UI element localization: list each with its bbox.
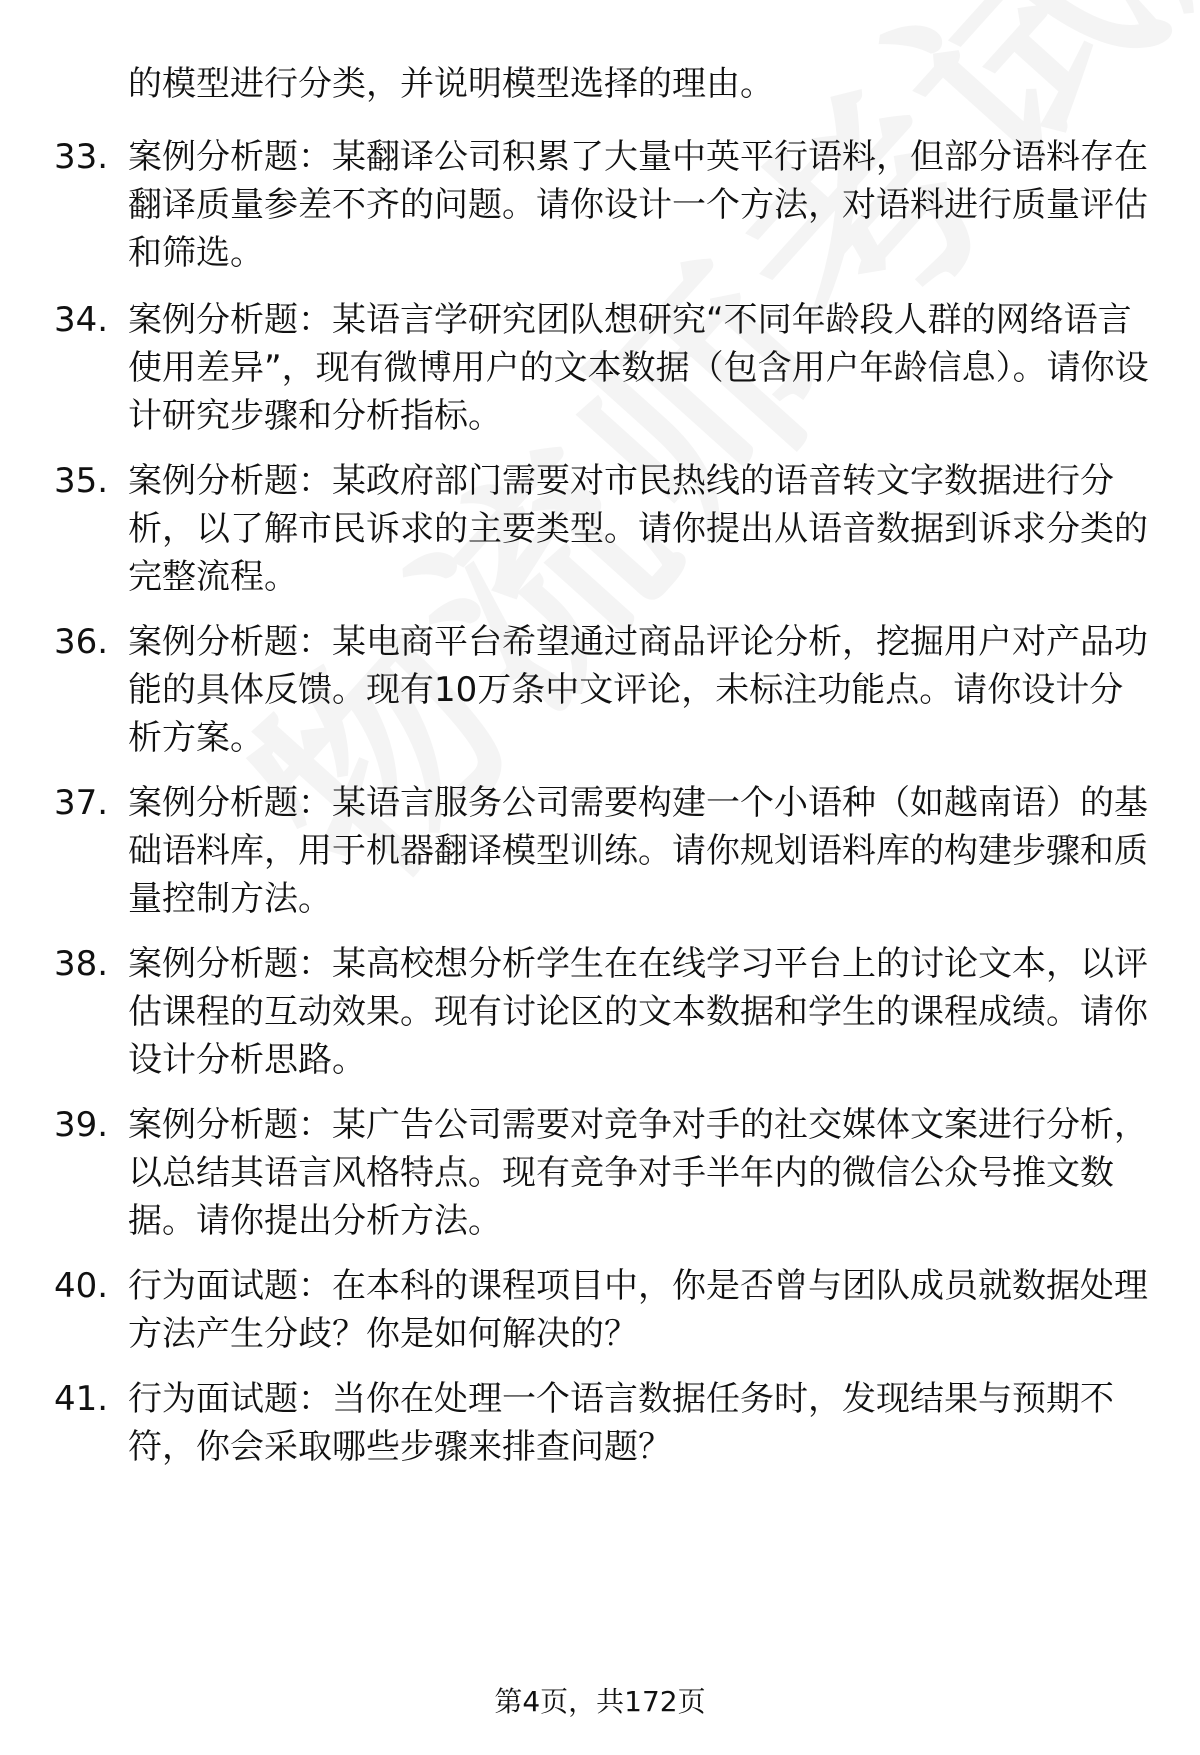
question-number: 33. xyxy=(54,137,109,177)
question-text: 案例分析题：某语言学研究团队想研究“不同年龄段人群的网络语言使用差异”，现有微博用户的文本数据（包含用户年龄信息）。请你设计研究步骤和分析指标。 xyxy=(128,300,1149,436)
question-text: 案例分析题：某政府部门需要对市民热线的语音转文字数据进行分析，以了解市民诉求的主要类型。请你提出从语音数据到诉求分类的完整流程。 xyxy=(128,461,1148,597)
question-text: 行为面试题：当你在处理一个语言数据任务时，发现结果与预期不符，你会采取哪些步骤来排查问题？ xyxy=(128,1379,1114,1467)
question-text: 行为面试题：在本科的课程项目中，你是否曾与团队成员就数据处理方法产生分歧？你是如何解决的？ xyxy=(128,1266,1148,1354)
question-text: 案例分析题：某翻译公司积累了大量中英平行语料，但部分语料存在翻译质量参差不齐的问题。请你设计一个方法，对语料进行质量评估和筛选。 xyxy=(128,137,1148,273)
question-number: 36. xyxy=(54,622,109,662)
question-number: 41. xyxy=(54,1379,109,1419)
continuation-text: 的模型进行分类，并说明模型选择的理由。 xyxy=(128,64,774,104)
question-text: 案例分析题：某语言服务公司需要构建一个小语种（如越南语）的基础语料库，用于机器翻译模型训练。请你规划语料库的构建步骤和质量控制方法。 xyxy=(128,783,1148,919)
question-text: 案例分析题：某广告公司需要对竞争对手的社交媒体文案进行分析，以总结其语言风格特点。现有竞争对手半年内的微信公众号推文数据。请你提出分析方法。 xyxy=(128,1105,1148,1241)
question-number: 38. xyxy=(54,944,109,984)
page-footer: 第4页，共172页 xyxy=(494,1685,706,1718)
question-text: 案例分析题：某高校想分析学生在在线学习平台上的讨论文本，以评估课程的互动效果。现有讨论区的文本数据和学生的课程成绩。请你设计分析思路。 xyxy=(128,944,1148,1080)
question-number: 35. xyxy=(54,461,109,501)
question-number: 40. xyxy=(54,1266,109,1306)
question-number: 37. xyxy=(54,783,109,823)
question-text: 案例分析题：某电商平台希望通过商品评论分析，挖掘用户对产品功能的具体反馈。现有10万条中文评论，未标注功能点。请你设计分析方案。 xyxy=(128,622,1148,758)
question-number: 34. xyxy=(54,300,109,340)
question-number: 39. xyxy=(54,1105,109,1145)
